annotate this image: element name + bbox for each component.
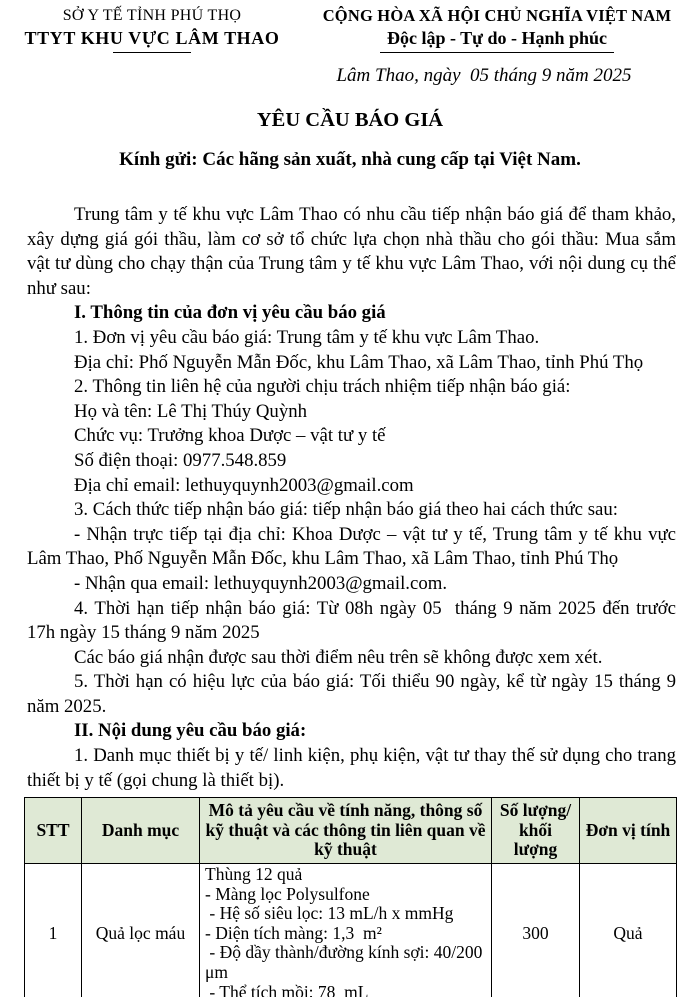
document-title: YÊU CẦU BÁO GIÁ xyxy=(256,109,444,131)
national-header-block xyxy=(306,5,688,53)
salutation-line: Kính gửi: Các hãng sản xuất, nhà cung cấp tại Việt Nam. xyxy=(119,149,581,170)
table-header-row xyxy=(25,798,677,864)
cell-quantity: 300 xyxy=(492,864,580,997)
motto-underline xyxy=(380,52,614,53)
spec-line: Thùng 12 quả xyxy=(205,864,303,885)
section-heading-2: II. Nội dung yêu cầu báo giá: xyxy=(74,720,307,742)
paragraph-contact-intro: 2. Thông tin liên hệ của người chịu trách nhiệm tiếp nhận báo giá: xyxy=(74,376,571,398)
paragraph-validity: 5. Thời hạn có hiệu lực của báo giá: Tối thiểu 90 ngày, kể từ ngày 15 tháng 9 năm 2025. xyxy=(27,671,681,717)
spec-line: - Màng lọc Polysulfone xyxy=(205,883,370,904)
org-underline xyxy=(113,52,191,53)
spec-line: - Diện tích màng: 1,3 m² xyxy=(205,922,382,943)
issuing-org-block xyxy=(10,5,294,53)
paragraph-deadline: 4. Thời hạn tiếp nhận báo giá: Từ 08h ngày 05 tháng 9 năm 2025 đến trước 17h ngày 15 tháng 9 năm 2025 xyxy=(27,597,681,644)
paragraph-contact-title: Chức vụ: Trưởng khoa Dược – vật tư y tế xyxy=(74,425,386,447)
paragraph-contact-email: Địa chỉ email: lethuyquynh2003@gmail.com xyxy=(74,474,414,496)
column-header-unit: Đơn vị tính xyxy=(580,798,677,864)
cell-stt: 1 xyxy=(25,864,82,997)
spec-line: - Thể tích mồi: 78 mL xyxy=(205,981,369,997)
letterhead xyxy=(0,0,700,53)
document-body xyxy=(27,203,681,793)
paragraph-unit: 1. Đơn vị yêu cầu báo giá: Trung tâm y tế khu vực Lâm Thao. xyxy=(74,326,540,348)
paragraph-late-note: Các báo giá nhận được sau thời điểm nêu trên sẽ không được xem xét. xyxy=(74,646,603,668)
paragraph-intro: Trung tâm y tế khu vực Lâm Thao có nhu cầu tiếp nhận báo giá để tham khảo, xây dựng giá gói thầu, làm cơ sở tổ chức lựa chọn nhà thầu cho gói thầu: Mua sắm vật tư dùng cho chạy thận của Trung tâm y tế khu vực Lâm Thao, với nội dung cụ thể như sau: xyxy=(27,204,681,299)
paragraph-receipt-direct: - Nhận trực tiếp tại địa chỉ: Khoa Dược – vật tư y tế, Trung tâm y tế khu vực Lâm Thao, Phố Nguyễn Mẫn Đốc, khu Lâm Thao, xã Lâm Thao, tỉnh Phú Thọ xyxy=(27,523,681,570)
paragraph-receipt-email: - Nhận qua email: lethuyquynh2003@gmail.com. xyxy=(74,572,448,594)
date-line: Lâm Thao, ngày 05 tháng 9 năm 2025 xyxy=(336,65,632,86)
parent-org-name: SỞ Y TẾ TỈNH PHÚ THỌ xyxy=(62,7,242,24)
paragraph-receipt-method: 3. Cách thức tiếp nhận báo giá: tiếp nhận báo giá theo hai cách thức sau: xyxy=(74,499,618,521)
national-title: CỘNG HÒA XÃ HỘI CHỦ NGHĨA VIỆT NAM xyxy=(322,6,672,25)
paragraph-contact-phone: Số điện thoại: 0977.548.859 xyxy=(74,449,287,471)
column-header-stt: STT xyxy=(25,798,82,864)
national-motto: Độc lập - Tự do - Hạnh phúc xyxy=(386,28,608,48)
paragraph-item-list-intro: 1. Danh mục thiết bị y tế/ linh kiện, phụ kiện, vật tư thay thế sử dụng cho trang thiết bị y tế (gọi chung là thiết bị). xyxy=(27,745,681,791)
cell-unit: Quả xyxy=(580,864,677,997)
paragraph-contact-name: Họ và tên: Lê Thị Thúy Quỳnh xyxy=(74,400,307,422)
cell-category: Quả lọc máu xyxy=(82,864,200,997)
issuing-org-name: TTYT KHU VỰC LÂM THAO xyxy=(24,28,280,48)
spec-line: - Hệ số siêu lọc: 13 mL/h x mmHg xyxy=(205,903,454,924)
spec-line: - Độ dầy thành/đường kính sợi: 40/200 μm xyxy=(205,942,487,982)
table-row xyxy=(25,864,677,997)
section-heading-1: I. Thông tin của đơn vị yêu cầu báo giá xyxy=(74,302,386,324)
column-header-quantity: Số lượng/ khối lượng xyxy=(492,798,580,864)
quotation-items-table xyxy=(24,797,677,997)
column-header-category: Danh mục xyxy=(82,798,200,864)
column-header-specs: Mô tả yêu cầu về tính năng, thông số kỹ thuật và các thông tin liên quan về kỹ thuật xyxy=(200,798,492,864)
cell-specs xyxy=(200,864,492,997)
paragraph-address: Địa chỉ: Phố Nguyễn Mẫn Đốc, khu Lâm Thao, xã Lâm Thao, tỉnh Phú Thọ xyxy=(74,351,644,373)
